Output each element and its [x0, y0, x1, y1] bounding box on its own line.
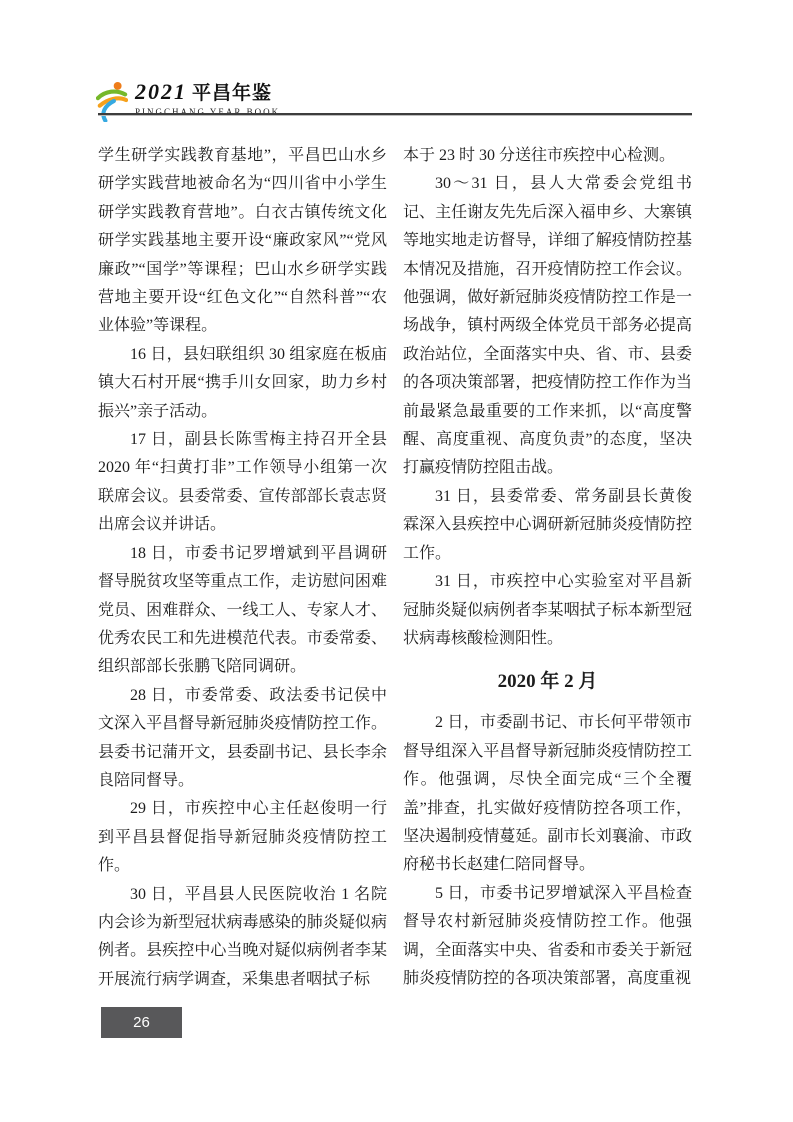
paragraph: 2 日，市委副书记、市长何平带领市督导组深入平昌督导新冠肺炎疫情防控工作。他强调，尽快全面完成“三个全覆盖”排查，扎实做好疫情防控各项工作，坚决遏制疫情蔓延。副市长刘襄渝、市政府秘书长赵建仁陪同督导。	[403, 714, 692, 874]
yearbook-figure-icon	[96, 80, 128, 122]
logo-subtitle: PINGCHANG YEAR BOOK	[135, 107, 281, 117]
paragraph: 16 日，县妇联组织 30 组家庭在板庙镇大石村开展“携手川女回家，助力乡村振兴”亲子活动。	[98, 345, 387, 420]
paragraph: 31 日，县委常委、常务副县长黄俊霖深入县疾控中心调研新冠肺炎疫情防控工作。	[403, 487, 692, 562]
paragraph: 31 日，市疾控中心实验室对平昌新冠肺炎疑似病例者李某咽拭子标本新型冠状病毒核酸检测阳性。	[403, 573, 692, 647]
paragraph: 5 日，市委书记罗增斌深入平昌检查督导农村新冠肺炎疫情防控工作。他强调，全面落实中央、省委和市委关于新冠肺炎疫情防控的各项决策部署，高度重视	[403, 884, 692, 987]
paragraph: 18 日，市委书记罗增斌到平昌调研督导脱贫攻坚等重点工作，走访慰问困难党员、困难群众、一线工人、专家人才、优秀农民工和先进模范代表。市委常委、组织部部长张鹏飞陪同调研。	[98, 544, 387, 676]
left-column	[98, 142, 387, 994]
logo-year: 2021	[135, 79, 187, 104]
paragraph: 30 日，平昌县人民医院收治 1 名院内会诊为新型冠状病毒感染的肺炎疑似病例者。县疾控中心当晚对疑似病例者李某开展流行病学调查，采集患者咽拭子标	[98, 885, 387, 988]
header-divider	[98, 113, 692, 115]
paragraph: 本于 23 时 30 分送往市疾控中心检测。	[403, 147, 676, 164]
page-number: 26	[133, 1014, 150, 1031]
paragraph: 17 日，副县长陈雪梅主持召开全县 2020 年“扫黄打非”工作领导小组第一次联席会议。县委常委、宣传部部长袁志贤出席会议并讲话。	[98, 431, 387, 534]
yearbook-logo	[96, 78, 280, 122]
right-column	[403, 142, 692, 994]
paragraph: 28 日，市委常委、政法委书记侯中文深入平昌督导新冠肺炎疫情防控工作。县委书记蒲开文，县委副书记、县长李余良陪同督导。	[98, 686, 387, 789]
logo-title: 平昌年鉴	[192, 83, 273, 104]
page-number-badge	[101, 1007, 182, 1038]
paragraph: 学生研学实践教育基地”，平昌巴山水乡研学实践营地被命名为“四川省中小学生研学实践教育营地”。白衣古镇传统文化研学实践基地主要开设“廉政家风”“党风廉政”“国学”等课程；巴山水乡研学实践营地主要开设“红色文化”“自然科普”“农业体验”等课程。	[98, 147, 387, 335]
page-body	[98, 142, 692, 994]
month-heading: 2020 年 2 月	[497, 671, 598, 693]
paragraph: 29 日，市疾控中心主任赵俊明一行到平昌县督促指导新冠肺炎疫情防控工作。	[98, 800, 387, 875]
paragraph: 30～31 日，县人大常委会党组书记、主任谢友先先后深入福申乡、大寨镇等地实地走访督导，详细了解疫情防控基本情况及措施，召开疫情防控工作会议。他强调，做好新冠肺炎疫情防控工作是一场战争，镇村两级全体党员干部务必提高政治站位，全面落实中央、省、市、县委的各项决策部署，把疫情防控工作作为当前最紧急最重要的工作来抓，以“高度警醒、高度重视、高度负责”的态度，坚决打赢疫情防控阻击战。	[403, 175, 692, 477]
